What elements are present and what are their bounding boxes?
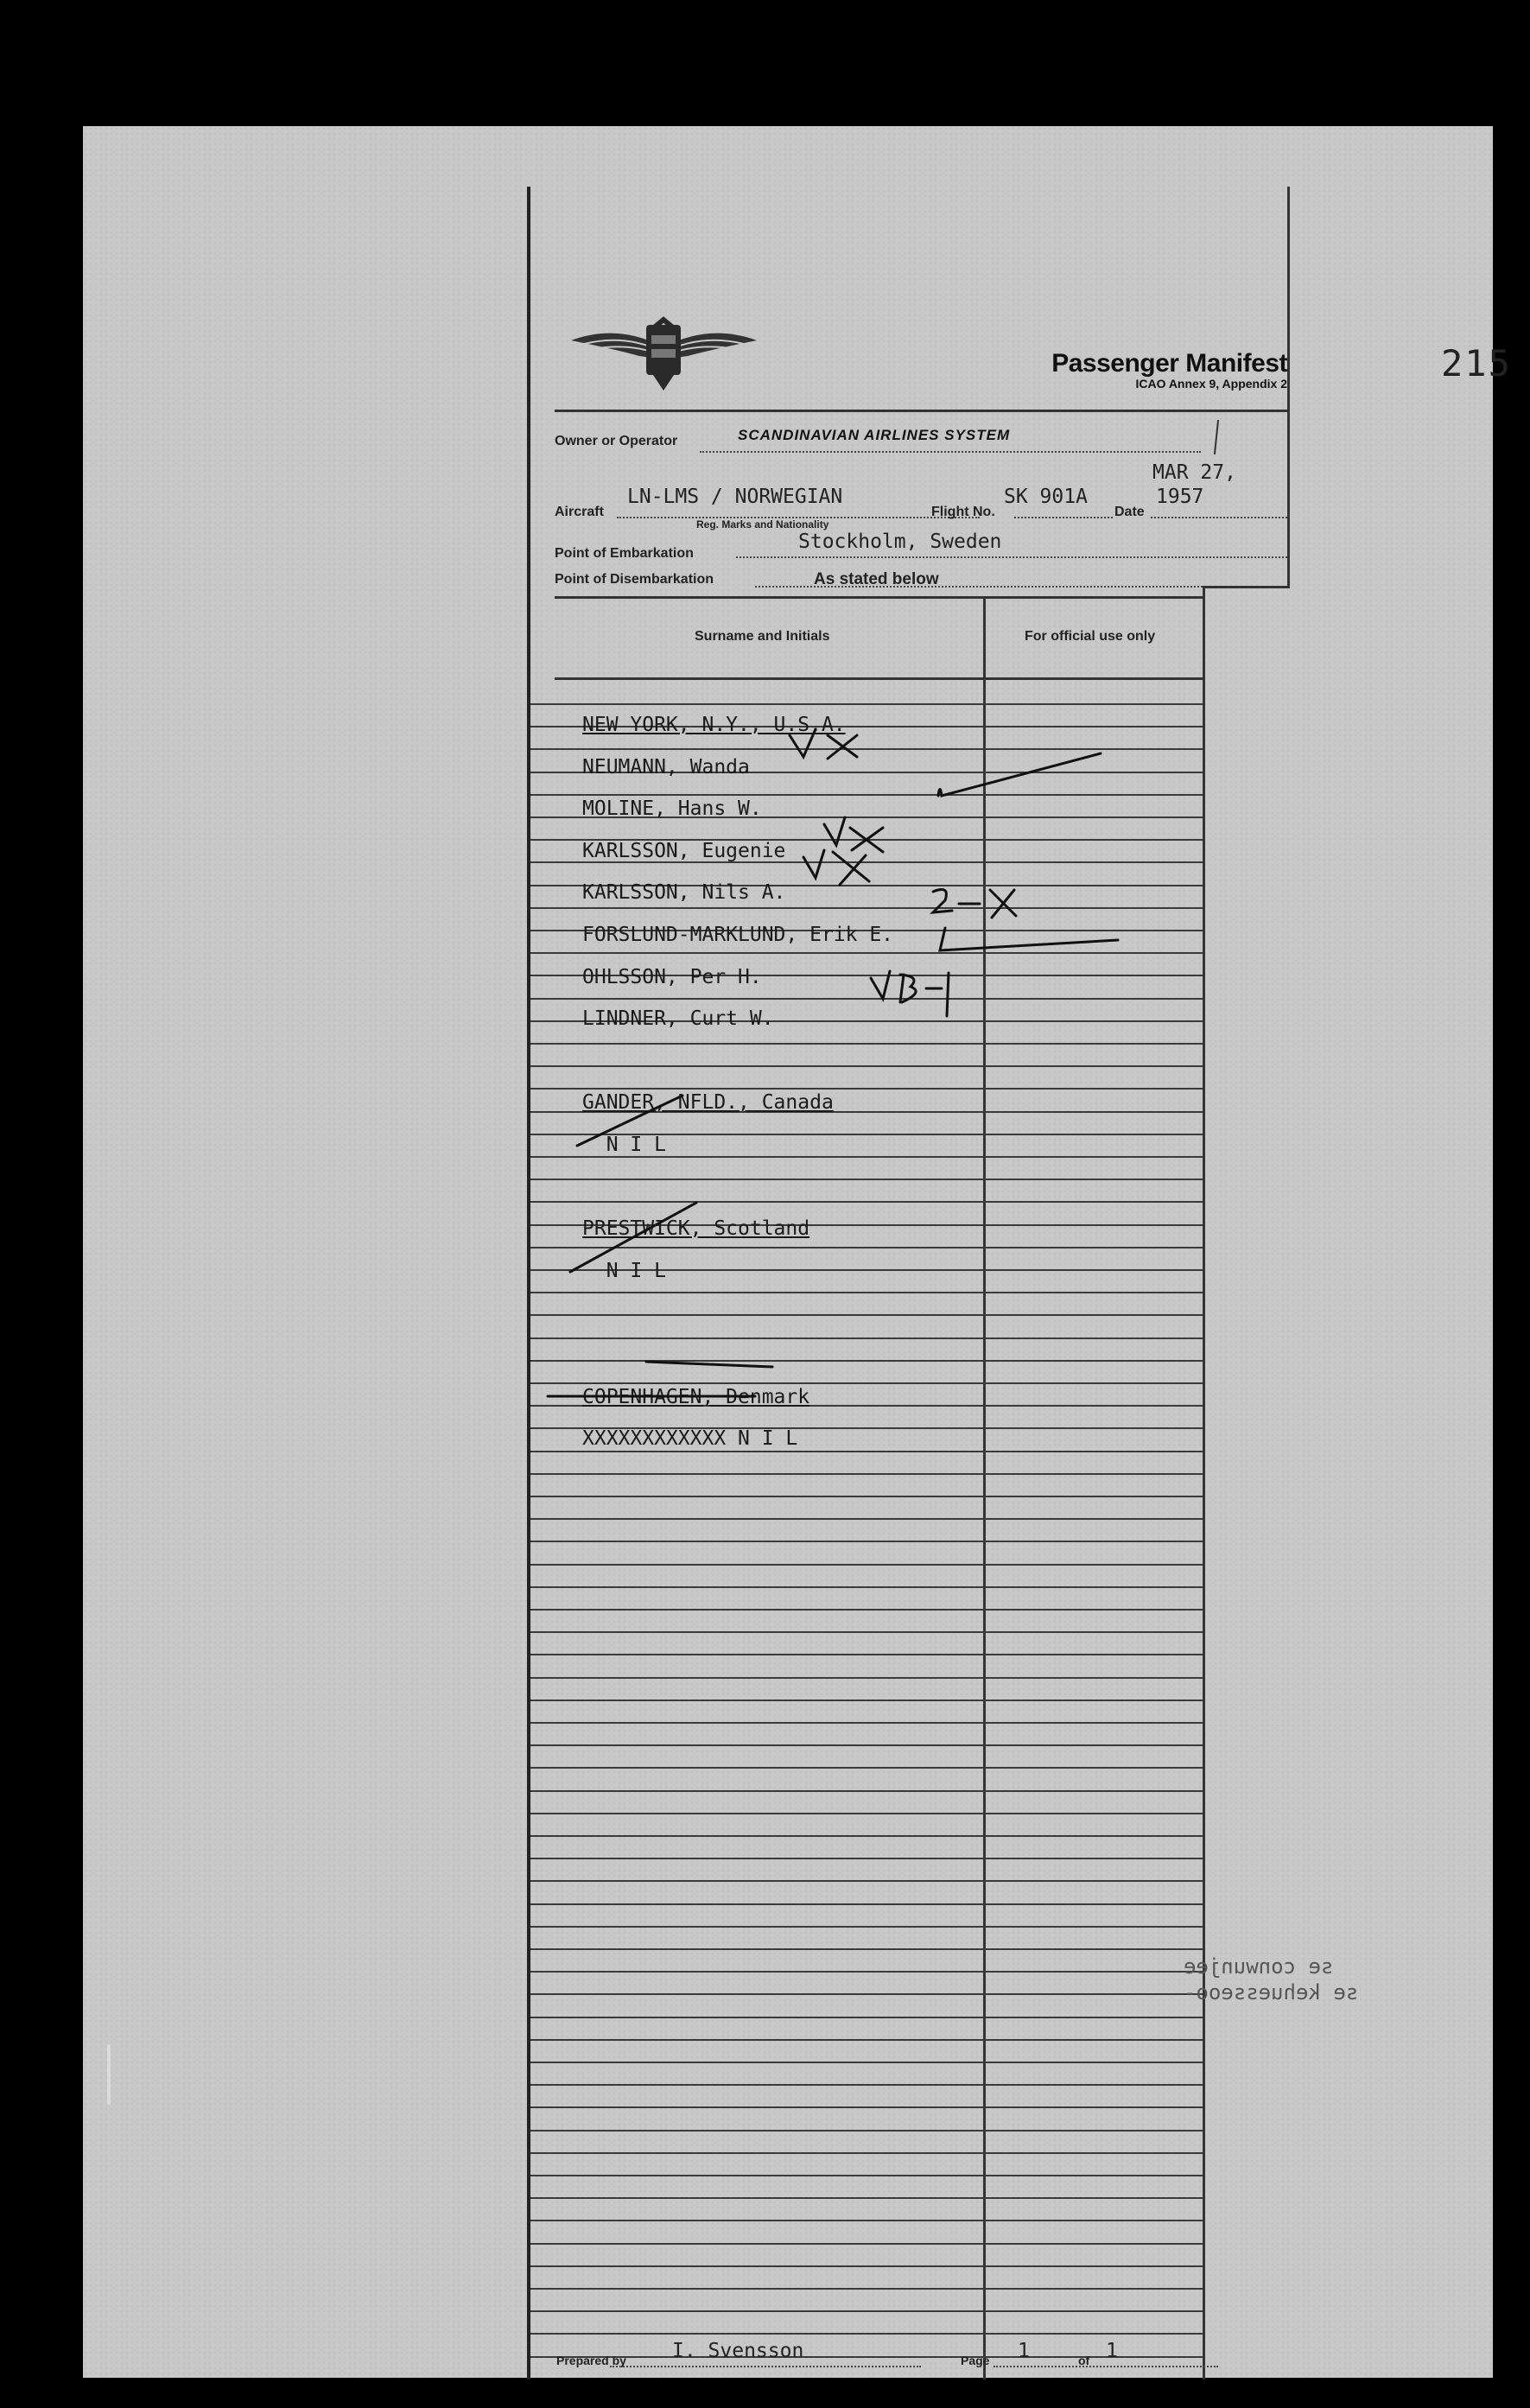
owner-label: Owner or Operator — [555, 434, 678, 448]
of-label: of — [1078, 2354, 1090, 2367]
subtitle-text: ICAO Annex 9, Appendix 2 — [1135, 377, 1287, 391]
aircraft-value: LN-LMS / NORWEGIAN — [627, 486, 843, 508]
passenger-entry: N I L — [582, 1259, 666, 1282]
date-value-line2: 1957 — [1156, 486, 1204, 508]
prepared-by-value: I. Svensson — [672, 2340, 804, 2362]
passenger-entry: OHLSSON, Per H. — [582, 965, 762, 988]
destination-heading: GANDER, NFLD., Canada — [582, 1091, 834, 1115]
handwritten-annotations — [530, 187, 1291, 2379]
disembarkation-value: As stated below — [814, 570, 939, 588]
flight-value: SK 901A — [1004, 486, 1088, 508]
title-text: Passenger Manifest — [1051, 349, 1287, 378]
edge-mark — [107, 2044, 111, 2105]
embarkation-label: Point of Embarkation — [555, 546, 694, 561]
passenger-entry: N I L — [582, 1134, 666, 1156]
col-surname-header: Surname and Initials — [695, 629, 830, 644]
bleed-through-text-1: se conwunjee — [1184, 1954, 1334, 1979]
passenger-entry: MOLINE, Hans W. — [582, 797, 762, 821]
date-label: Date — [1114, 505, 1145, 519]
bleed-through-text-2: se kehuesseoo- — [1184, 1980, 1359, 2005]
reg-marks-label: Reg. Marks and Nationality — [696, 518, 829, 531]
disembarkation-label: Point of Disembarkation — [555, 572, 714, 587]
flight-label: Flight No. — [931, 505, 995, 519]
passenger-entry: KARLSSON, Nils A. — [582, 881, 786, 905]
of-value: 1 — [1106, 2340, 1118, 2362]
aircraft-label: Aircraft — [555, 505, 604, 519]
page-label: Page — [961, 2354, 990, 2367]
passenger-entry: FORSLUND-MARKLUND, Erik E. — [582, 924, 894, 946]
prepared-dotline — [610, 2366, 921, 2367]
owner-value: SCANDINAVIAN AIRLINES SYSTEM — [738, 427, 1011, 443]
col-official-header: For official use only — [1025, 629, 1156, 644]
passenger-entry: KARLSSON, Eugenie — [582, 839, 786, 862]
destination-heading: PRESTWICK, Scotland — [582, 1217, 810, 1241]
destination-heading: COPENHAGEN, Denmark — [582, 1385, 810, 1408]
destination-heading: NEW YORK, N.Y., U.S.A. — [582, 714, 846, 736]
passenger-manifest-form — [527, 187, 1291, 2379]
date-value-line1: MAR 27, — [1152, 461, 1236, 484]
passenger-entry: XXXXXXXXXXXX N I L — [582, 1427, 798, 1451]
passenger-entry: NEUMANN, Wanda — [582, 755, 750, 778]
passenger-entry: LINDNER, Curt W. — [582, 1007, 774, 1031]
prepared-by-label: Prepared by — [556, 2354, 626, 2367]
page-number: 215 — [1441, 342, 1512, 384]
embarkation-value: Stockholm, Sweden — [798, 531, 1002, 553]
page-value: 1 — [1018, 2340, 1030, 2362]
page-dotline — [994, 2366, 1218, 2367]
